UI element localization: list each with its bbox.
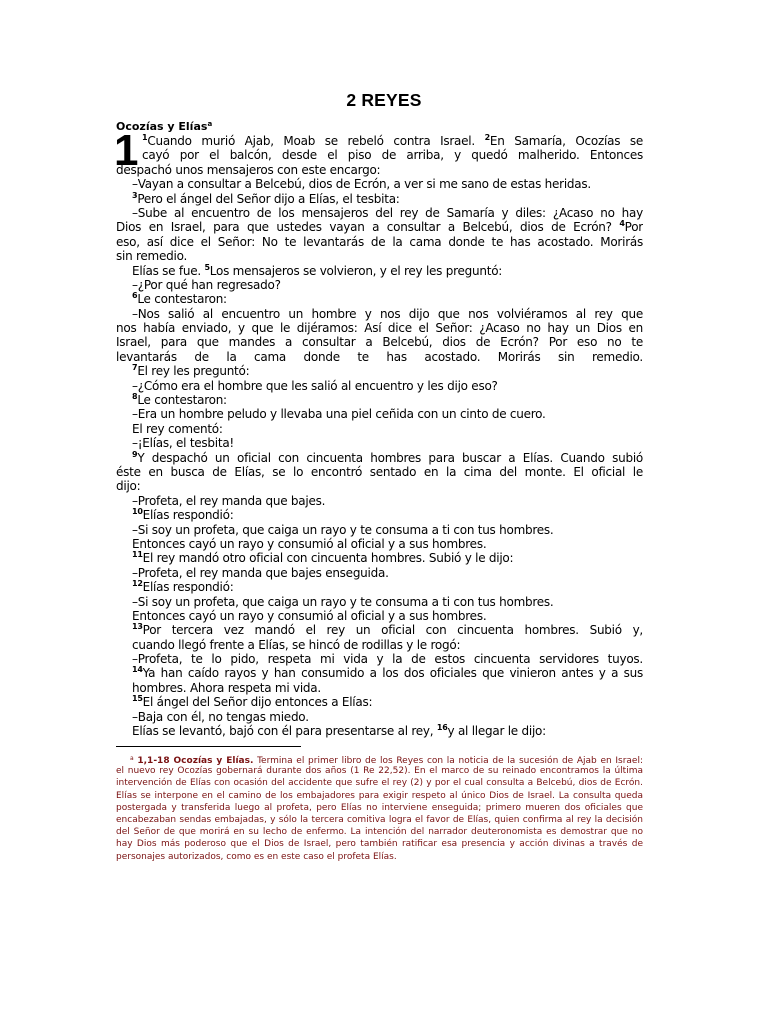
verse-number: 13	[132, 623, 143, 632]
footnote-text: encabezaban sendas embajadas, y sólo la tercera comitiva logra el favor de Elías, quien confirma al rey la decisión	[116, 814, 643, 825]
text-line	[116, 177, 643, 191]
footnote-reference-mark[interactable]: a	[207, 120, 213, 128]
text-line	[116, 379, 643, 393]
line-text: –Baja con él, no tengas miedo.	[132, 709, 309, 724]
footnote-text: el nuevo rey Ocozías gobernará durante dos años (1 Re 22,52). En el marco de su reinado encontramos la última	[116, 766, 643, 777]
text-line	[116, 407, 643, 421]
line-text: sin remedio.	[116, 249, 188, 264]
verse-number: 14	[132, 666, 143, 675]
text-line	[116, 393, 643, 407]
text-line	[116, 220, 643, 234]
line-text: Entonces cayó un rayo y consumió al oficial y a sus hombres.	[132, 608, 487, 623]
text-line	[116, 422, 643, 436]
verse-number: 3	[132, 190, 138, 200]
line-text: Elías respondió:	[142, 580, 234, 595]
verse-number: 11	[132, 550, 143, 560]
footnote-line	[116, 790, 643, 802]
line-text: Pero el ángel del Señor dijo a Elías, el tesbita:	[137, 191, 400, 206]
footnote-text: personajes autorizados, como es en este caso el profeta Elías.	[116, 851, 397, 862]
footnote-line	[116, 777, 643, 789]
line-text: eso, así dice el Señor: No te levantarás de la cama donde te has acostado. Morirás	[116, 234, 643, 249]
text-line	[116, 134, 643, 148]
footnote-line	[116, 838, 643, 850]
line-text: Por	[624, 220, 643, 235]
line-text: Ya han caído rayos y han consumido a los dos oficiales que vinieron antes y a sus	[142, 666, 643, 681]
line-text: Dios en Israel, para que ustedes vayan a consultar a Belcebú, dios de Ecrón?	[116, 220, 620, 235]
text-line	[116, 465, 643, 479]
text-line	[116, 724, 643, 738]
line-text: El rey comentó:	[132, 421, 223, 436]
text-line	[116, 321, 643, 335]
line-text: Entonces cayó un rayo y consumió al oficial y a sus hombres.	[132, 536, 487, 551]
line-text: –Nos salió al encuentro un hombre y nos dijo que nos volviéramos al rey que	[132, 306, 643, 321]
verse-number: 1	[142, 134, 148, 142]
line-text: Le contestaron:	[137, 292, 227, 307]
footnote-line	[116, 814, 643, 826]
footnote-passage-reference: 1,1-18 Ocozías y Elías.	[137, 756, 254, 766]
line-text: y al llegar le dijo:	[447, 724, 546, 739]
chapter-text	[116, 134, 643, 738]
text-line	[116, 206, 643, 220]
line-text: El rey les preguntó:	[137, 364, 250, 379]
line-text: –¡Elías, el tesbita!	[132, 436, 234, 451]
text-line	[116, 666, 643, 680]
line-text: Israel, para que mandes a consultar a Belcebú, dios de Ecrón? Por eso no te	[116, 335, 643, 350]
line-text: despachó unos mensajeros con este encargo:	[116, 162, 381, 177]
verse-number: 9	[132, 450, 138, 459]
verse-number: 8	[132, 392, 138, 402]
text-line	[116, 523, 643, 537]
text-line	[116, 551, 643, 565]
chapter-number: 1	[114, 126, 139, 175]
text-line	[116, 652, 643, 666]
text-line	[116, 235, 643, 249]
text-line	[116, 451, 643, 465]
text-line	[116, 307, 643, 321]
line-text: –Si soy un profeta, que caiga un rayo y te consuma a ti con tus hombres.	[132, 594, 554, 609]
line-text: Elías respondió:	[142, 508, 234, 523]
line-text: El ángel del Señor dijo entonces a Elías:	[142, 695, 373, 710]
text-line	[116, 436, 643, 450]
footnote-line	[116, 802, 643, 814]
line-text: Y despachó un oficial con cincuenta hombres para buscar a Elías. Cuando subió	[137, 450, 643, 465]
footnote-divider	[116, 746, 301, 747]
text-line	[116, 710, 643, 724]
line-text: Por tercera vez mandó el rey un oficial con cincuenta hombres. Subió y,	[142, 623, 643, 638]
book-title: 2 REYES	[346, 90, 422, 110]
text-line	[116, 163, 643, 177]
line-text: –Profeta, te lo pido, respeta mi vida y la de estos cincuenta servidores tuyos.	[132, 652, 643, 667]
line-text: cayó por el balcón, desde el piso de arriba, y quedó malherido. Entonces	[142, 148, 643, 163]
text-line	[116, 595, 643, 609]
text-line	[116, 623, 643, 637]
footnote-line	[116, 765, 643, 777]
text-line	[116, 249, 643, 263]
line-text: éste en busca de Elías, se lo encontró sentado en la cima del monte. El oficial le	[116, 464, 643, 479]
footnote-text: Termina el primer libro de los Reyes con la noticia de la sucesión de Ajab en Israel:	[257, 756, 643, 766]
line-text: –Sube al encuentro de los mensajeros del rey de Samaría y diles: ¿Acaso no hay	[132, 205, 643, 220]
line-text: hombres. Ahora respeta mi vida.	[132, 680, 321, 695]
footnote	[116, 753, 643, 863]
text-line	[116, 192, 643, 206]
line-text: nos había enviado, y que le dijéramos: Así dice el Señor: ¿Acaso no hay un Dios en	[116, 321, 643, 336]
text-line	[116, 148, 643, 162]
line-text: –Era un hombre peludo y llevaba una piel ceñida con un cinto de cuero.	[132, 407, 546, 422]
text-line	[116, 350, 643, 364]
text-line	[116, 264, 643, 278]
line-text: Elías se fue.	[132, 263, 205, 278]
text-line	[116, 537, 643, 551]
line-text: Le contestaron:	[137, 393, 227, 408]
footnote-line	[116, 753, 643, 765]
line-text: Los mensajeros se volvieron, y el rey les preguntó:	[209, 263, 503, 278]
line-text: levantarás de la cama donde te has acostado. Morirás sin remedio.	[116, 349, 643, 364]
verse-number: 4	[619, 220, 625, 229]
footnote-text: Elías se interpone en el camino de los embajadores para exigir respeto al único Dios de Israel. La consulta queda	[116, 790, 643, 801]
line-text: –Vayan a consultar a Belcebú, dios de Ecrón, a ver si me sano de estas heridas.	[132, 177, 591, 192]
text-line	[116, 638, 643, 652]
line-text: –¿Por qué han regresado?	[132, 277, 281, 292]
line-text: Elías se levantó, bajó con él para presentarse al rey,	[132, 724, 437, 739]
text-line	[116, 609, 643, 623]
footnote-text: intervención de Elías con ocasión del accidente que sufre el rey (2) y por el cual consulta a Belcebú, dios de Ecrón.	[116, 778, 643, 789]
text-line	[116, 695, 643, 709]
footnote-text: del Señor de que morirá en su lecho de enfermo. La intención del narrador deuteronomista es demostrar que no	[116, 827, 643, 838]
footnote-text: hay Dios más poderoso que el Dios de Israel, pero también ratificar esa presencia y acción divinas a través de	[116, 839, 643, 850]
line-text: En Samaría, Ocozías se	[489, 134, 643, 148]
line-text: dijo:	[116, 479, 141, 494]
line-text: –Profeta, el rey manda que bajes.	[132, 493, 326, 508]
line-text: –¿Cómo era el hombre que les salió al encuentro y les dijo eso?	[132, 378, 498, 393]
line-text: cuando llegó frente a Elías, se hincó de rodillas y le rogó:	[132, 637, 461, 652]
line-text: Cuando murió Ajab, Moab se rebeló contra Israel.	[147, 134, 485, 148]
verse-number: 10	[132, 507, 143, 517]
verse-number: 12	[132, 579, 143, 589]
text-line	[116, 508, 643, 522]
verse-number: 16	[436, 723, 448, 733]
text-line	[116, 580, 643, 594]
text-line	[116, 292, 643, 306]
verse-number: 7	[132, 363, 138, 373]
text-line	[116, 494, 643, 508]
verse-number: 2	[484, 134, 490, 142]
footnote-line	[116, 826, 643, 838]
footnote-mark: a	[130, 755, 134, 762]
verse-number: 15	[132, 694, 143, 704]
verse-number: 6	[132, 291, 138, 301]
text-line	[116, 335, 643, 349]
text-line	[116, 479, 643, 493]
line-text: –Profeta, el rey manda que bajes enseguida.	[132, 565, 389, 580]
section-heading-text: Ocozías y Elías	[116, 120, 208, 133]
text-line	[116, 278, 643, 292]
line-text: –Si soy un profeta, que caiga un rayo y te consuma a ti con tus hombres.	[132, 522, 554, 537]
footnote-text: postergada y transferida luego al profeta, pero Elías no interviene enseguida; primero mueren dos oficiales que	[116, 802, 643, 813]
text-line	[116, 364, 643, 378]
line-text: El rey mandó otro oficial con cincuenta hombres. Subió y le dijo:	[142, 551, 514, 566]
footnote-line	[116, 851, 643, 863]
verse-number: 5	[204, 262, 210, 272]
text-line	[116, 681, 643, 695]
text-line	[116, 566, 643, 580]
